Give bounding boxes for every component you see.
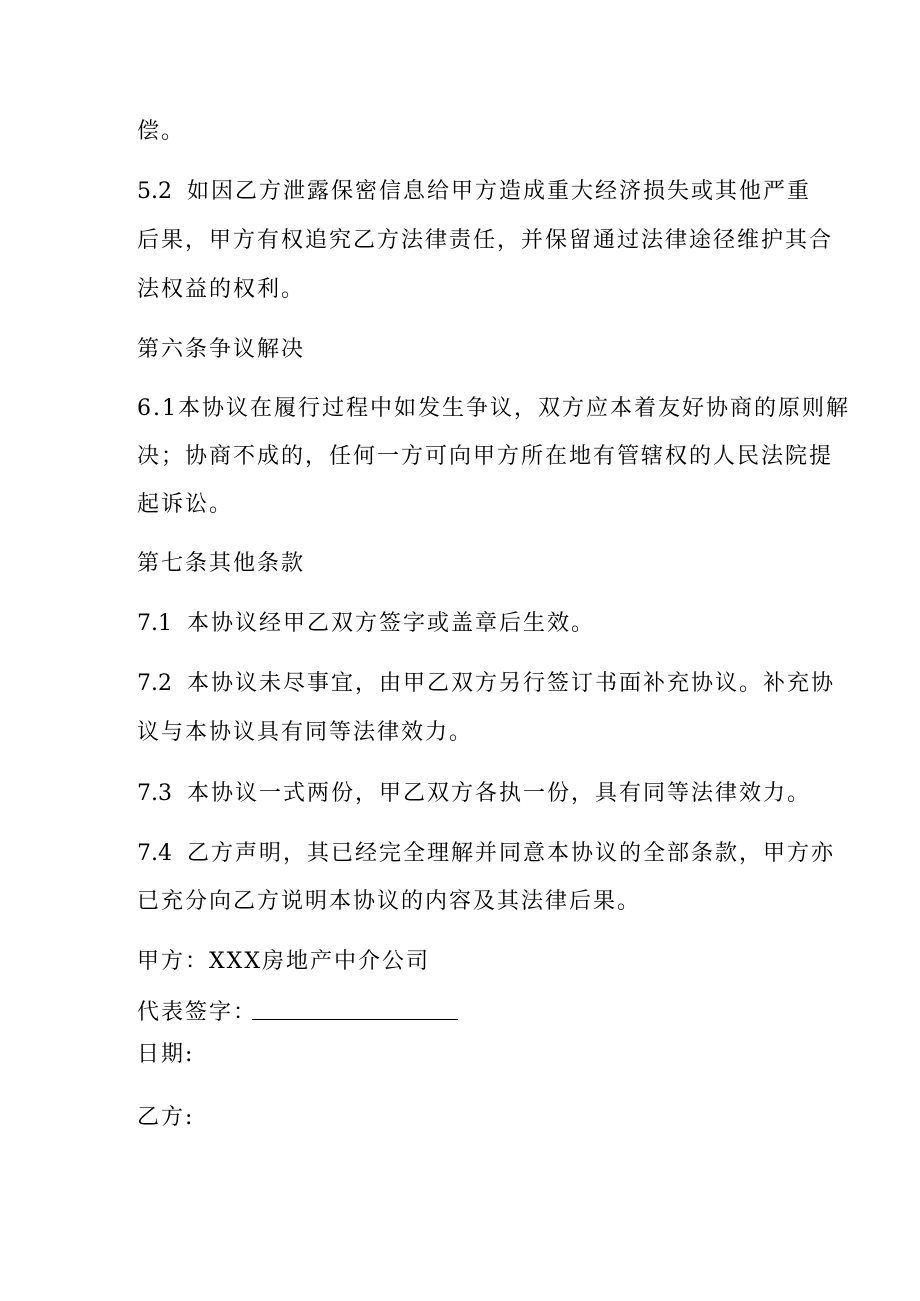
clause-7-3-text: 本协议一式两份，甲乙双方各执一份，具有同等法律效力。: [187, 781, 812, 806]
clause-5-2-number: 5.2: [137, 179, 172, 204]
clause-6-1-line-1: 6.1本协议在履行过程中如发生争议，双方应本着友好协商的原则解: [137, 396, 850, 421]
clause-7-1-text: 本协议经甲乙双方签字或盖章后生效。: [187, 611, 596, 636]
clause-7-2-line-2: 议与本协议具有同等法律效力。: [137, 720, 474, 745]
signature-label: 代表签字：: [137, 1000, 258, 1025]
party-a: 甲方：XXX房地产中介公司: [137, 949, 430, 974]
clause-7-1-number: 7.1: [137, 611, 172, 636]
clause-7-2-line-1: [137, 669, 835, 699]
date-label: 日期:: [137, 1042, 195, 1067]
clause-7-4-line-1: [137, 839, 835, 869]
clause-5-2-text-1: 如因乙方泄露保密信息给甲方造成重大经济损失或其他严重: [187, 179, 812, 204]
article-6-heading: 第六条争议解决: [137, 337, 306, 362]
clause-7-3: [137, 779, 811, 809]
signature-line: [252, 1019, 458, 1020]
clause-7-4-number: 7.4: [137, 841, 172, 866]
clause-7-2-number: 7.2: [137, 671, 172, 696]
clause-5-2-line-1: [137, 177, 811, 207]
clause-6-1-line-3: 起诉讼。: [137, 492, 234, 517]
clause-7-3-number: 7.3: [137, 781, 172, 806]
clause-7-2-text-1: 本协议未尽事宜，由甲乙双方另行签订书面补充协议。补充协: [187, 671, 836, 696]
clause-6-1-line-2: 决；协商不成的，任何一方可向甲方所在地有管辖权的人民法院提: [137, 444, 834, 469]
carryover-text: 偿。: [137, 119, 186, 144]
clause-5-2-line-2: 后果，甲方有权追究乙方法律责任，并保留通过法律途径维护其合: [137, 228, 834, 253]
party-b: 乙方:: [137, 1105, 195, 1130]
clause-7-1: [137, 609, 595, 639]
clause-7-4-line-2: 已充分向乙方说明本协议的内容及其法律后果。: [137, 889, 642, 914]
clause-5-2-line-3: 法权益的权利。: [137, 277, 306, 302]
article-7-heading: 第七条其他条款: [137, 551, 306, 576]
clause-7-4-text-1: 乙方声明，其已经完全理解并同意本协议的全部条款，甲方亦: [187, 841, 836, 866]
